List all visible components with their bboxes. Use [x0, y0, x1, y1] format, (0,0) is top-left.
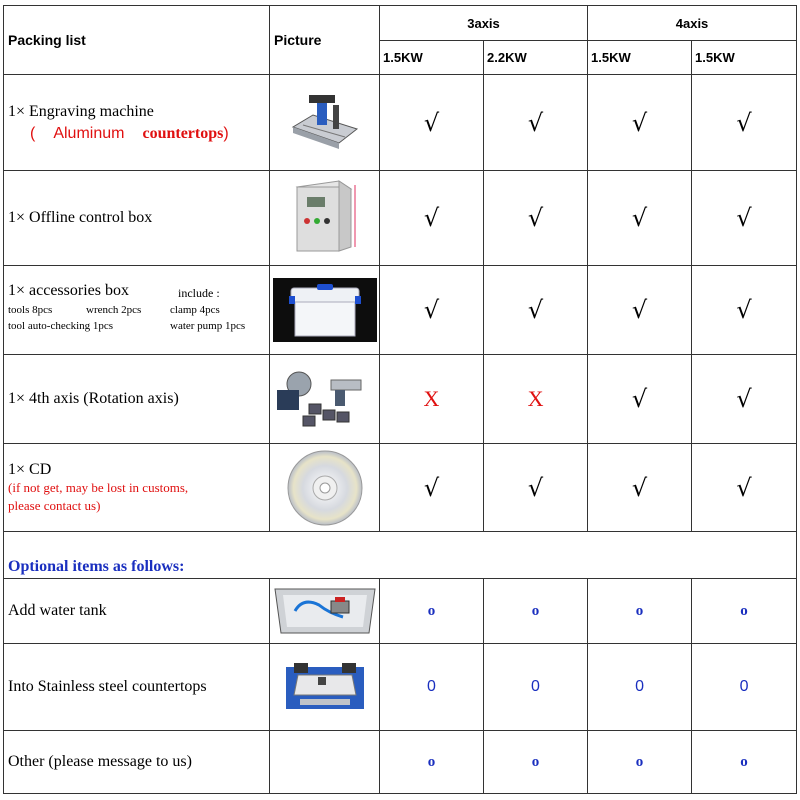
optional-mark-cell: o — [484, 731, 588, 794]
mark-cell: √ — [692, 171, 797, 266]
accessories-pump: water pump 1pcs — [170, 320, 246, 332]
accessories-title: 1× accessories box — [8, 282, 129, 299]
accessories-include: include : — [178, 286, 220, 300]
kw-header-3: 1.5KW — [588, 41, 692, 75]
mark-cell: √ — [484, 171, 588, 266]
table-row — [4, 355, 797, 444]
engraving-machine-picture — [270, 75, 380, 171]
engraving-title: 1× Engraving machine — [8, 102, 154, 120]
engraving-sub1: Aluminum — [53, 124, 125, 142]
engraving-paren-open: ( — [30, 124, 36, 142]
optional-mark-cell: o — [692, 579, 797, 644]
accessories-wrench: wrench 2pcs — [86, 304, 142, 316]
optional-mark-cell: 0 — [484, 644, 588, 731]
axis4-header: 4axis — [588, 6, 797, 41]
other-title: Other (please message to us) — [4, 731, 270, 794]
mark-cell: √ — [588, 355, 692, 444]
engraving-paren-close: ) — [223, 124, 229, 142]
picture-header: Picture — [270, 6, 380, 75]
kw-header-1: 1.5KW — [380, 41, 484, 75]
packing-table — [3, 5, 797, 794]
kw-header-2: 2.2KW — [484, 41, 588, 75]
optional-mark-cell: o — [380, 579, 484, 644]
control-box-picture — [270, 171, 380, 266]
mark-cell: √ — [588, 171, 692, 266]
stainless-countertop-picture — [270, 644, 380, 731]
table-row — [4, 75, 797, 171]
mark-cell: √ — [380, 171, 484, 266]
table-row — [4, 644, 797, 731]
mark-cell: √ — [692, 355, 797, 444]
mark-cell: √ — [692, 266, 797, 355]
accessories-cell — [4, 266, 270, 355]
engraving-cell — [4, 75, 270, 171]
table-row — [4, 171, 797, 266]
cd-sub: (if not get, may be lost in customs, — [8, 479, 189, 495]
table-row — [4, 266, 797, 355]
water-tank-picture — [270, 579, 380, 644]
optional-mark-cell: 0 — [692, 644, 797, 731]
axis3-header: 3axis — [380, 6, 588, 41]
cd-cell — [4, 444, 270, 532]
accessories-checking: tool auto-checking 1pcs — [8, 320, 114, 332]
mark-cell: √ — [484, 75, 588, 171]
mark-cell: √ — [588, 444, 692, 532]
x-mark-cell: X — [484, 355, 588, 444]
kw-header-4: 1.5KW — [692, 41, 797, 75]
optional-mark-cell: o — [588, 579, 692, 644]
accessories-tools: tools 8pcs — [8, 304, 53, 316]
axis4-title: 1× 4th axis (Rotation axis) — [4, 355, 270, 444]
cd-title: 1× CD — [8, 460, 52, 478]
cd-picture — [270, 444, 380, 532]
mark-cell: √ — [692, 444, 797, 532]
optional-mark-cell: 0 — [380, 644, 484, 731]
optional-mark-cell: o — [692, 731, 797, 794]
optional-mark-cell: 0 — [588, 644, 692, 731]
other-picture-cell — [270, 731, 380, 794]
table-row — [4, 579, 797, 644]
table-row — [4, 444, 797, 532]
x-mark-cell: X — [380, 355, 484, 444]
mark-cell: √ — [692, 75, 797, 171]
control-box-title: 1× Offline control box — [4, 171, 270, 266]
accessories-box-picture — [270, 266, 380, 355]
optional-mark-cell: o — [380, 731, 484, 794]
rotation-axis-picture — [270, 355, 380, 444]
mark-cell: √ — [588, 75, 692, 171]
mark-cell: √ — [380, 266, 484, 355]
stainless-title: Into Stainless steel countertops — [4, 644, 270, 731]
mark-cell: √ — [380, 444, 484, 532]
water-tank-title: Add water tank — [4, 579, 270, 644]
mark-cell: √ — [588, 266, 692, 355]
optional-mark-cell: o — [588, 731, 692, 794]
table-row — [4, 731, 797, 794]
cd-sub2: please contact us) — [8, 497, 101, 513]
optional-mark-cell: o — [484, 579, 588, 644]
packing-list-header: Packing list — [4, 6, 270, 75]
optional-heading: Optional items as follows: — [4, 532, 797, 579]
mark-cell: √ — [484, 266, 588, 355]
engraving-sub2: countertops — [142, 124, 224, 142]
mark-cell: √ — [484, 444, 588, 532]
mark-cell: √ — [380, 75, 484, 171]
accessories-clamp: clamp 4pcs — [170, 304, 220, 316]
